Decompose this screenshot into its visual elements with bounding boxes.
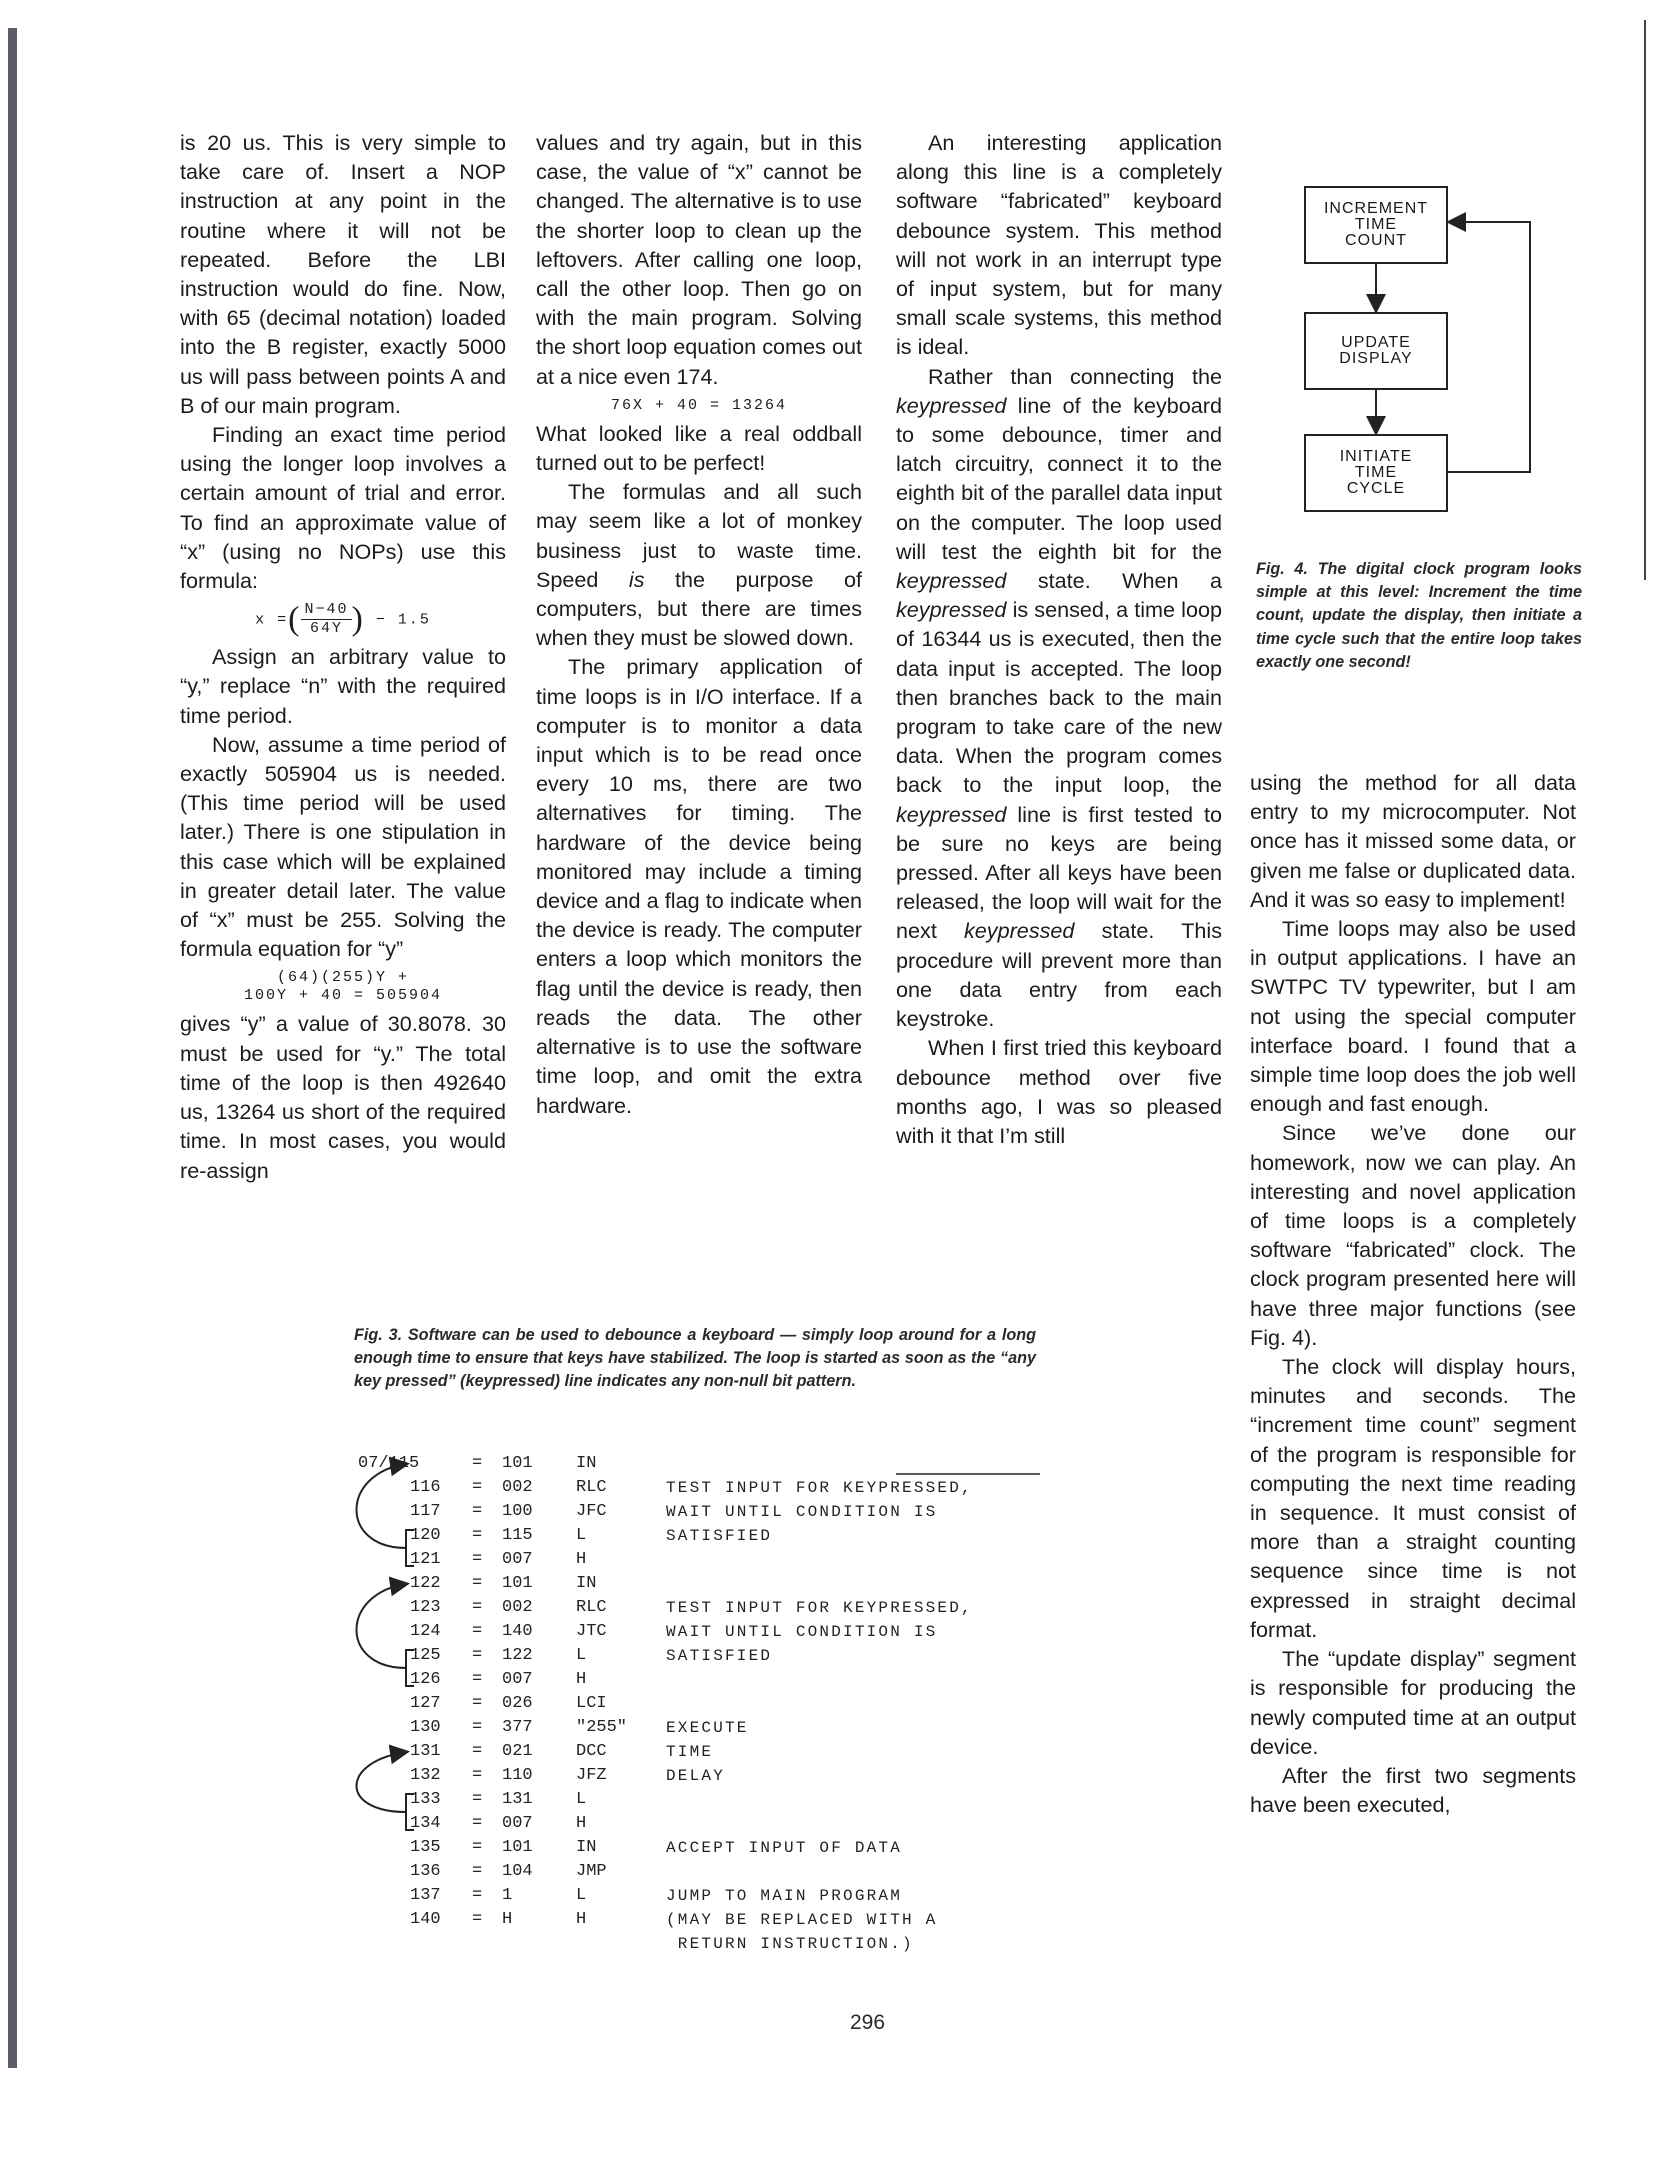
listing-addr: 07/115	[358, 1454, 420, 1473]
listing-eq: =	[472, 1478, 483, 1497]
listing-addr: 135	[410, 1838, 441, 1857]
listing-com: (MAY BE REPLACED WITH A	[666, 1911, 938, 1929]
listing-op: "255"	[576, 1718, 628, 1737]
listing-eq: =	[472, 1670, 483, 1689]
listing-op: RLC	[576, 1478, 607, 1497]
col2-paragraph-1: values and try again, but in this case, the value of “x” cannot be changed. The alternative is to use the shorter loop to clean up the leftovers. After calling one loop, call the other loop. Then go on with the main program. Solving the short loop equation comes out at a nice even 174.	[536, 130, 862, 389]
listing-com: ACCEPT INPUT OF DATA	[666, 1839, 903, 1857]
text-column-4	[1250, 768, 1576, 1819]
listing-op: JMP	[576, 1862, 607, 1881]
listing-op: IN	[576, 1838, 597, 1857]
listing-addr: 124	[410, 1622, 441, 1641]
loop-arrow	[357, 1752, 407, 1812]
listing-com: WAIT UNTIL CONDITION IS	[666, 1623, 938, 1641]
listing-com: DELAY	[666, 1767, 726, 1785]
listing-eq: =	[472, 1502, 483, 1521]
listing-val: 021	[502, 1742, 533, 1761]
col3-paragraph-1: An interesting application along this line is a completely software “fabricated” keyboard debounce system. This method will not work in an interrupt type of input system, but for many small scale systems, this method is ideal.	[896, 130, 1222, 360]
listing-val: H	[502, 1910, 513, 1929]
listing-addr: 121	[410, 1550, 441, 1569]
listing-op: IN	[576, 1454, 597, 1473]
listing-op: H	[576, 1910, 587, 1929]
col1-paragraph-3: Assign an arbitrary value to “y,” replace “n” with the required time period.	[180, 644, 506, 728]
listing-addr: 132	[410, 1766, 441, 1785]
text-column-2	[536, 128, 862, 1120]
listing-eq: =	[472, 1574, 483, 1593]
listing-eq: =	[472, 1694, 483, 1713]
listing-addr: 134	[410, 1814, 441, 1833]
listing-val: 101	[502, 1838, 533, 1857]
listing-val: 007	[502, 1670, 533, 1689]
listing-eq: =	[472, 1862, 483, 1881]
col1-paragraph-5: gives “y” a value of 30.8078. 30 must be used for “y.” The total time of the loop is then 492640 us, 13264 us short of the required time. In most cases, you would re-assign	[180, 1011, 506, 1183]
listing-com: WAIT UNTIL CONDITION IS	[666, 1503, 938, 1521]
listing-addr: 120	[410, 1526, 441, 1545]
listing-eq: =	[472, 1646, 483, 1665]
listing-op: H	[576, 1814, 587, 1833]
listing-val: 007	[502, 1814, 533, 1833]
listing-op: H	[576, 1670, 587, 1689]
page-number: 296	[850, 2011, 886, 2034]
listing-op: H	[576, 1550, 587, 1569]
listing-op: JTC	[576, 1622, 607, 1641]
listing-addr: 123	[410, 1598, 441, 1617]
col4-paragraph-3: Since we’ve done our homework, now we can play. An interesting and novel application of time loops is a completely software “fabricated” clock. The clock program presented here will have three major functions (see Fig. 4).	[1250, 1120, 1576, 1350]
formula-x-lhs: x =	[255, 611, 289, 629]
listing-eq: =	[472, 1454, 483, 1473]
listing-eq: =	[472, 1550, 483, 1569]
formula-x: x =( $\frac{N-40}{64Y}$ ) − 1.5	[255, 600, 431, 638]
listing-op: JFZ	[576, 1766, 607, 1785]
listing-com: EXECUTE	[666, 1719, 749, 1737]
listing-op: L	[576, 1886, 587, 1905]
listing-eq: =	[472, 1838, 483, 1857]
fig4-box-initiate: INITIATE TIME CYCLE	[1304, 434, 1448, 512]
listing-eq: =	[472, 1886, 483, 1905]
listing-addr: 136	[410, 1862, 441, 1881]
listing-addr: 122	[410, 1574, 441, 1593]
loop-arrow	[357, 1584, 407, 1668]
col2-paragraph-2: What looked like a real oddball turned out to be perfect!	[536, 420, 862, 476]
listing-eq: =	[472, 1622, 483, 1641]
listing-addr: 116	[410, 1478, 441, 1497]
listing-addr: 137	[410, 1886, 441, 1905]
listing-val: 115	[502, 1526, 533, 1545]
listing-addr: 127	[410, 1694, 441, 1713]
loop-arrow	[357, 1464, 407, 1548]
listing-eq: =	[472, 1790, 483, 1809]
col1-paragraph-1: is 20 us. This is very simple to take care of. Insert a NOP instruction at any point in the routine where it will not be repeated. Before the LBI instruction would do fine. Now, with 65 (decimal notation) loaded into the B register, exactly 5000 us will pass between points A and B of our main program.	[180, 130, 506, 418]
listing-val: 002	[502, 1598, 533, 1617]
col4-paragraph-6: After the first two segments have been executed,	[1250, 1762, 1576, 1818]
listing-com: TEST INPUT FOR KEYPRESSED,	[666, 1599, 973, 1617]
formula-y	[180, 969, 506, 1005]
listing-val: 101	[502, 1454, 533, 1473]
text-column-1	[180, 128, 506, 1185]
formula-y-line-1: (64)(255)Y +	[276, 969, 410, 987]
listing-eq: =	[472, 1910, 483, 1929]
listing-addr: 131	[410, 1742, 441, 1761]
fig3-code-listing	[340, 1452, 1070, 1972]
col3-paragraph-3: When I first tried this keyboard debounce method over five months ago, I was so pleased with it that I’m still	[896, 1035, 1222, 1148]
listing-addr: 126	[410, 1670, 441, 1689]
fig4-box-update: UPDATE DISPLAY	[1304, 312, 1448, 390]
listing-eq: =	[472, 1766, 483, 1785]
formula-short-loop: 76X + 40 = 13264	[610, 396, 788, 414]
col4-paragraph-1: using the method for all data entry to my microcomputer. Not once has it missed some data, or given me false or duplicated data. And it was so easy to implement!	[1250, 770, 1576, 912]
listing-eq: =	[472, 1718, 483, 1737]
listing-addr: 125	[410, 1646, 441, 1665]
col2-paragraph-3: The formulas and all such may seem like a lot of monkey business just to waste time. Speed is the purpose of computers, but there are times when they must be slowed down.	[536, 479, 862, 651]
fig4-feedback-arrow	[1446, 222, 1530, 472]
col4-paragraph-4: The clock will display hours, minutes and seconds. The “increment time count” segment of the program is responsible for computing the next time reading in sequence. It must consist of more than a straight counting sequence since time is not expressed in straight decimal format.	[1250, 1354, 1576, 1642]
listing-val: 122	[502, 1646, 533, 1665]
listing-addr: 140	[410, 1910, 441, 1929]
col1-paragraph-2: Finding an exact time period using the longer loop involves a certain amount of trial and error. To find an approximate value of “x” (using no NOPs) use this formula:	[180, 422, 506, 594]
listing-op: RLC	[576, 1598, 607, 1617]
listing-val: 140	[502, 1622, 533, 1641]
page-edge-left	[8, 28, 17, 2068]
listing-val: 101	[502, 1574, 533, 1593]
formula-y-line-2: 100Y + 40 = 505904	[243, 987, 443, 1005]
listing-val: 007	[502, 1550, 533, 1569]
fig4-caption: Fig. 4. The digital clock program looks simple at this level: Increment the time count, update the display, then initiate a time cycle such that the entire loop takes exactly one second!	[1256, 560, 1582, 671]
listing-op: IN	[576, 1574, 597, 1593]
listing-val: 002	[502, 1478, 533, 1497]
listing-eq: =	[472, 1814, 483, 1833]
formula-x-rhs: − 1.5	[375, 611, 431, 629]
listing-val: 131	[502, 1790, 533, 1809]
listing-com: RETURN INSTRUCTION.)	[666, 1935, 914, 1953]
listing-com: JUMP TO MAIN PROGRAM	[666, 1887, 903, 1905]
listing-op: L	[576, 1790, 587, 1809]
listing-val: 1	[502, 1886, 513, 1905]
listing-op: L	[576, 1646, 587, 1665]
fig4-box-increment: INCREMENT TIME COUNT	[1304, 186, 1448, 264]
listing-eq: =	[472, 1742, 483, 1761]
text-column-3	[896, 128, 1222, 1150]
listing-val: 377	[502, 1718, 533, 1737]
listing-eq: =	[472, 1598, 483, 1617]
listing-val: 104	[502, 1862, 533, 1881]
listing-addr: 117	[410, 1502, 441, 1521]
listing-addr: 133	[410, 1790, 441, 1809]
page-edge-right	[1644, 20, 1646, 580]
listing-val: 100	[502, 1502, 533, 1521]
listing-com: SATISFIED	[666, 1527, 773, 1545]
formula-x-denominator: 64Y	[309, 620, 343, 638]
col1-paragraph-4: Now, assume a time period of exactly 505904 us is needed. (This time period will be used later.) There is one stipulation in this case which will be explained in greater detail later. The value of “x” must be 255. Solving the formula equation for “y”	[180, 731, 506, 962]
col3-paragraph-2: Rather than connecting the keypressed line of the keyboard to some debounce, timer and latch circuitry, connect it to the eighth bit of the parallel data input on the computer. The loop used will test the eighth bit for the keypressed state. When a keypressed is sensed, a time loop of 16344 us is executed, then the data input is accepted. The loop then branches back to the main program to take care of the new data. When the program comes back to the input loop, the keypressed line is first tested to be sure no keys are being pressed. After all keys have been released, the loop will wait for the next keypressed state. This procedure will prevent more than one data entry from each keystroke.	[896, 363, 1222, 1032]
listing-op: LCI	[576, 1694, 607, 1713]
listing-com: TIME	[666, 1743, 714, 1761]
listing-op: L	[576, 1526, 587, 1545]
listing-op: JFC	[576, 1502, 607, 1521]
col4-paragraph-5: The “update display” segment is responsible for producing the newly computed time at an output device.	[1250, 1646, 1576, 1759]
col4-paragraph-2: Time loops may also be used in output applications. I have an SWTPC TV typewriter, but I am not using the special computer interface board. I found that a simple time loop does the job well enough and fast enough.	[1250, 916, 1576, 1117]
listing-op: DCC	[576, 1742, 607, 1761]
fig3-caption: Fig. 3. Software can be used to debounce a keyboard — simply loop around for a long enough time to ensure that keys have stabilized. The loop is started as soon as the “any key pressed” (keypressed) line indicates any non-null bit pattern.	[354, 1326, 1036, 1391]
listing-eq: =	[472, 1526, 483, 1545]
listing-val: 026	[502, 1694, 533, 1713]
listing-com: SATISFIED	[666, 1647, 773, 1665]
listing-com: TEST INPUT FOR KEYPRESSED,	[666, 1479, 973, 1497]
listing-addr: 130	[410, 1718, 441, 1737]
listing-val: 110	[502, 1766, 533, 1785]
formula-x-numerator: N−40	[301, 601, 351, 620]
col2-paragraph-4: The primary application of time loops is in I/O interface. If a computer is to monitor a data input which is to be read once every 10 ms, there are two alternatives for timing. The hardware of the device being monitored may include a timing device and a flag to indicate when the device is ready. The computer enters a loop which monitors the flag until the device is ready, then reads the data. The other alternative is to use the software time loop, and omit the extra hardware.	[536, 654, 862, 1118]
